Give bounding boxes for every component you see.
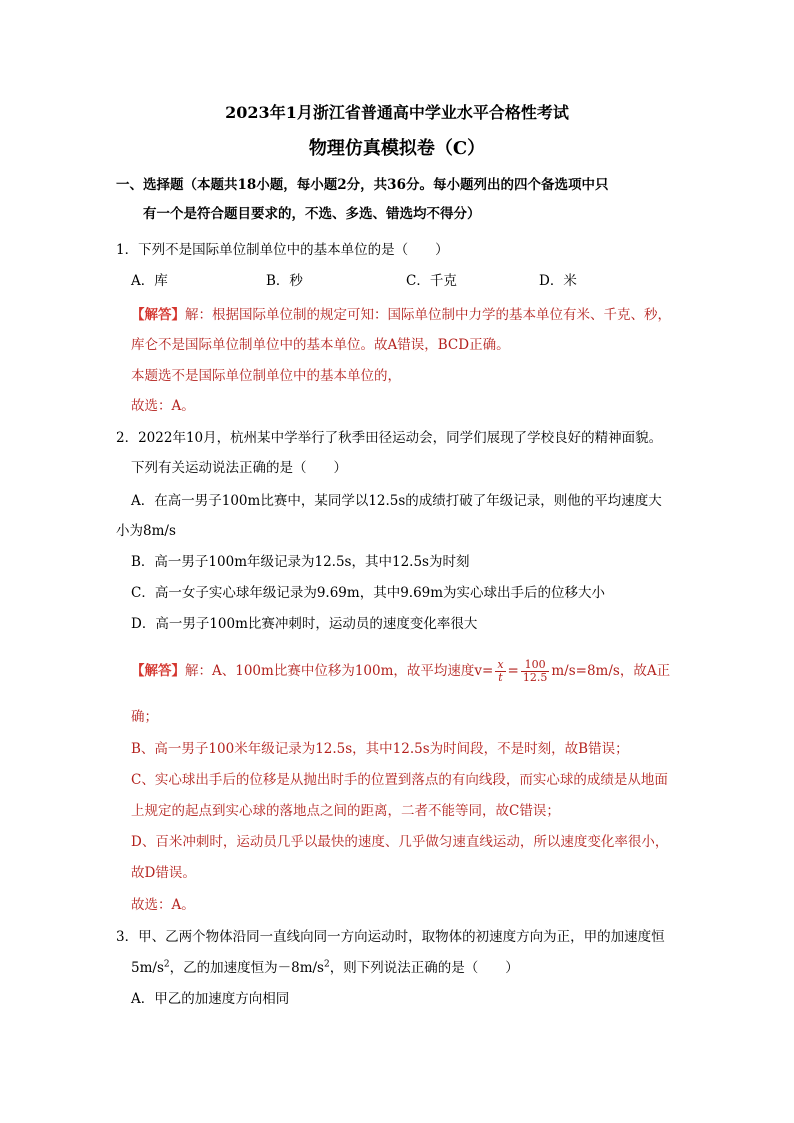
q2-stem-line2: 下列有关运动说法正确的是（ ）: [131, 460, 347, 476]
q2-answer-line8: 故选：A。: [131, 897, 195, 913]
q2-answer-line2: 确；: [131, 709, 158, 725]
q1-option-a: A．库: [131, 273, 168, 289]
q2-answer-line1: [131, 657, 670, 685]
q2-answer-line4: C、实心球出手后的位移是从抛出时手的位置到落点的有向线段，而实心球的成绩是从地面: [131, 772, 668, 788]
fraction-numerator: x: [497, 658, 504, 671]
q2-answer-line6: D、百米冲刺时，运动员几乎以最快的速度、几乎做匀速直线运动，所以速度变化率很小，: [131, 834, 669, 850]
q3-stem-line2: [131, 959, 519, 977]
q2-option-a-line1: A．在高一男子100m比赛中，某同学以12.5s的成绩打破了年级记录，则他的平均速度大: [131, 493, 662, 509]
q3-option-a: A．甲乙的加速度方向相同: [131, 991, 290, 1007]
q3-stem-part-c: ，则下列说法正确的是（ ）: [329, 960, 519, 976]
section-heading-line2: 有一个是符合题目要求的，不选、多选、错选均不得分）: [143, 206, 481, 222]
q2-option-c: C．高一女子实心球年级记录为9.69m，其中9.69m为实心球出手后的位移大小: [131, 585, 606, 601]
q1-stem: 1．下列不是国际单位制单位中的基本单位的是（ ）: [116, 242, 449, 258]
exam-title: 2023年1月浙江省普通高中学业水平合格性考试: [225, 103, 569, 122]
exam-subtitle: 物理仿真模拟卷（C）: [308, 138, 486, 159]
q2-answer-line5: 上规定的起点到实心球的落地点之间的距离，二者不能等同，故C错误；: [131, 803, 560, 819]
q2-answer-text1-end: m/s=8m/s，故A正: [551, 663, 671, 679]
q2-option-a-line2: 小为8m/s: [116, 523, 176, 539]
equals-sign: =: [507, 663, 519, 679]
q1-option-c: C．千克: [406, 273, 457, 289]
fraction-100-over-12-5: [521, 659, 550, 684]
q2-answer-text1: 解：A、100m比赛中位移为100m，故平均速度v=: [185, 663, 494, 679]
q1-option-d: D．米: [539, 273, 577, 289]
superscript-2: 2: [323, 959, 330, 970]
q2-stem-line1: 2．2022年10月，杭州某中学举行了秋季田径运动会，同学们展现了学校良好的精神面貌。: [116, 430, 663, 446]
q3-stem-part-a: 5m/s: [131, 960, 164, 976]
superscript-2: 2: [163, 959, 170, 970]
q1-answer-text1: 解：根据国际单位制的规定可知：国际单位制中力学的基本单位有米、千克、秒，: [185, 307, 671, 323]
q2-option-b: B．高一男子100m年级记录为12.5s，其中12.5s为时刻: [131, 554, 470, 570]
q3-stem-part-b: ，乙的加速度恒为－8m/s: [169, 960, 324, 976]
q1-option-b: B．秒: [266, 273, 303, 289]
section-heading-line1: 一、选择题（本题共18小题，每小题2分，共36分。每小题列出的四个备选项中只: [116, 177, 609, 193]
q2-answer-tag: 【解答】: [131, 663, 185, 679]
q1-answer-line1: [131, 306, 671, 324]
q2-answer-line7: 故D错误。: [131, 865, 196, 881]
q1-answer-line3: 本题选不是国际单位制单位中的基本单位的，: [131, 368, 401, 384]
fraction-denominator: t: [498, 671, 503, 684]
q1-answer-tag: 【解答】: [131, 307, 185, 323]
q1-answer-line4: 故选：A。: [131, 398, 195, 414]
fraction-x-over-t: [495, 659, 505, 684]
fraction-denominator: 12.5: [522, 671, 548, 684]
fraction-numerator: 100: [521, 659, 550, 672]
q2-option-d: D．高一男子100m比赛冲刺时，运动员的速度变化率很大: [131, 616, 478, 632]
q1-answer-line2: 库仑不是国际单位制单位中的基本单位。故A错误，BCD正确。: [131, 337, 510, 353]
q2-answer-line3: B、高一男子100米年级记录为12.5s，其中12.5s为时间段，不是时刻，故B错误；: [131, 741, 629, 757]
q3-stem-line1: 3．甲、乙两个物体沿同一直线向同一方向运动时，取物体的初速度方向为正，甲的加速度恒: [116, 929, 665, 945]
